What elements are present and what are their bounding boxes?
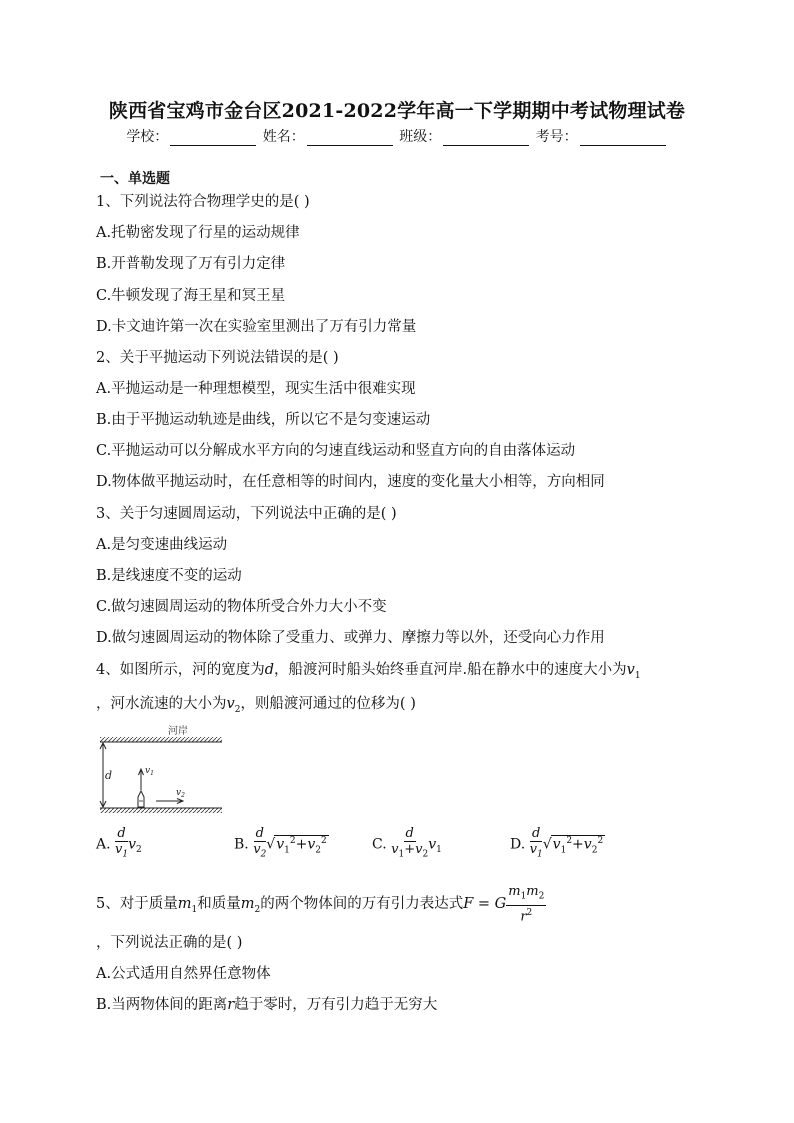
q2-stem: 2、关于平抛运动下列说法错误的是( )	[96, 350, 339, 366]
exam-number-blank[interactable]	[580, 131, 666, 146]
q3-option-a: A.是匀变速曲线运动	[96, 537, 228, 553]
q2-option-c: C.平抛运动可以分解成水平方向的匀速直线运动和竖直方向的自由落体运动	[96, 443, 576, 459]
class-blank[interactable]	[443, 131, 529, 146]
q4-option-a: A. $\frac{d}{v_1}$ $v_2$	[96, 826, 142, 860]
q4-option-c: C. $\frac{d}{v_1+v_2}$ $v_1$	[372, 826, 442, 860]
name-label: 姓名：	[262, 129, 305, 145]
student-info-row	[0, 126, 794, 146]
q5-option-a: A.公式适用自然界任意物体	[96, 966, 271, 982]
svg-text:d: d	[105, 769, 113, 782]
q2-option-d: D.物体做平抛运动时，在任意相等的时间内，速度的变化量大小相等，方向相同	[96, 474, 605, 490]
page-title: 陕西省宝鸡市金台区2021-2022学年高一下学期期中考试物理试卷	[108, 100, 686, 122]
class-label: 班级：	[399, 129, 442, 145]
q4-stem-line2: ，河水流速的大小为$v_2$，则船渡河通过的位移为( )	[96, 696, 416, 715]
q5-stem-line1: 5、对于质量$m_1$和质量$m_2$的两个物体间的万有引力表达式F = G $\frac{m_1m_2}{r^2}$	[96, 884, 545, 924]
top-bank	[100, 737, 222, 742]
q4-option-b: B. $\frac{d}{v_2}$ $√v_1^2+v_2^2$	[234, 826, 327, 860]
q3-option-d: D.做匀速圆周运动的物体除了受重力、或弹力、摩擦力等以外，还受向心力作用	[96, 630, 605, 646]
svg-text:v1: $v_1$	[145, 766, 154, 777]
q4-option-d: D. $\frac{d}{v_1}$ $√v_1^2+v_2^2$	[510, 826, 604, 860]
q1-option-b: B.开普勒发现了万有引力定律	[96, 256, 286, 272]
q3-option-b: B.是线速度不变的运动	[96, 568, 242, 584]
q1-option-d: D.卡文迪许第一次在实验室里测出了万有引力常量	[96, 319, 417, 335]
section-heading: 一、单选题	[100, 171, 170, 187]
q5-option-b: B.当两物体间的距离r趋于零时，万有引力趋于无穷大	[96, 997, 438, 1013]
q1-stem: 1、下列说法符合物理学史的是( )	[96, 194, 310, 210]
exam-number-label: 考号：	[535, 129, 578, 145]
name-blank[interactable]	[307, 131, 393, 146]
school-label: 学校：	[126, 129, 169, 145]
q2-option-a: A.平抛运动是一种理想模型，现实生活中很难实现	[96, 381, 416, 397]
q1-option-a: A.托勒密发现了行星的运动规律	[96, 225, 300, 241]
q1-option-c: C.牛顿发现了海王星和冥王星	[96, 288, 286, 304]
q4-stem-line1: 4、如图所示，河的宽度为d，船渡河时船头始终垂直河岸.船在静水中的速度大小为$v_1$	[96, 662, 641, 681]
q2-option-b: B.由于平抛运动轨迹是曲线，所以它不是匀变速运动	[96, 412, 431, 428]
q5-stem-line2: ，下列说法正确的是( )	[96, 935, 243, 951]
boat-icon	[138, 791, 144, 807]
q3-option-c: C.做匀速圆周运动的物体所受合外力大小不变	[96, 599, 387, 615]
svg-text:v2: $v_2$	[176, 788, 185, 799]
riverbank-label: 河岸	[168, 726, 188, 737]
q3-stem: 3、关于匀速圆周运动，下列说法中正确的是( )	[96, 506, 397, 522]
school-blank[interactable]	[170, 131, 256, 146]
bottom-bank	[100, 808, 222, 813]
river-figure	[96, 722, 226, 814]
